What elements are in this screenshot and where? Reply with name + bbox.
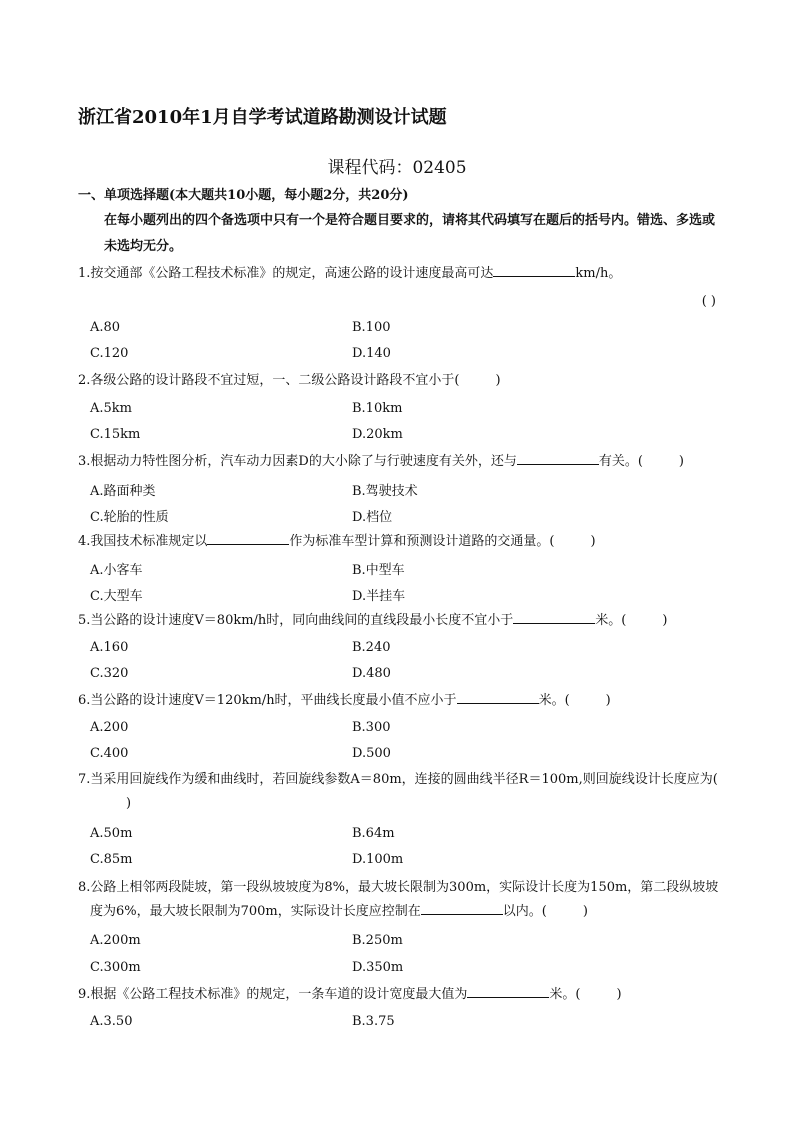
question-stem-end: ) [678, 454, 684, 469]
option-b: B.64m [352, 826, 395, 841]
question-stem-mid: 作为标准车型计算和预测设计道路的交通量。( [289, 534, 555, 549]
option-a: A.50m [90, 826, 133, 841]
option-b: B.10km [352, 401, 403, 416]
option-c: C.轮胎的性质 [90, 510, 169, 525]
option-a: A.200 [90, 720, 129, 735]
option-a: A.路面种类 [90, 484, 156, 499]
question-stem: 3.根据动力特性图分析，汽车动力因素D的大小除了与行驶速度有关外，还与 [78, 454, 517, 469]
answer-blank [517, 451, 599, 465]
question-1 [78, 262, 621, 286]
page-title: 浙江省2010年1月自学考试道路勘测设计试题 [78, 107, 447, 128]
option-d: D.140 [352, 346, 391, 361]
question-stem: 2.各级公路的设计路段不宜过短，一、二级公路设计路段不宜小于( [78, 373, 460, 388]
option-a: A.160 [90, 640, 129, 655]
question-stem: 7.当采用回旋线作为缓和曲线时，若回旋线参数A＝80m，连接的圆曲线半径R＝100m,则回旋线设计长度应为( [78, 772, 718, 787]
question-stem: 1.按交通部《公路工程技术标准》的规定，高速公路的设计速度最高可达 [78, 266, 494, 281]
answer-parentheses: ( ) [701, 294, 716, 309]
option-c: C.320 [90, 666, 129, 681]
question-5 [78, 609, 667, 633]
option-d: D.20km [352, 427, 403, 442]
option-d: D.半挂车 [352, 589, 406, 604]
option-a: A.80 [90, 320, 121, 335]
option-c: C.85m [90, 852, 133, 867]
question-9 [78, 983, 622, 1007]
question-7 [78, 768, 730, 816]
option-c: C.120 [90, 346, 129, 361]
answer-blank [467, 984, 549, 998]
question-stem-end: ) [495, 373, 501, 388]
option-a: A.小客车 [90, 563, 143, 578]
question-stem-mid: 有关。( [598, 454, 643, 469]
option-b: B.3.75 [352, 1014, 395, 1029]
question-stem-mid: 以内。( [502, 904, 547, 919]
question-stem-end: ) [605, 693, 611, 708]
question-2 [78, 369, 501, 393]
option-c: C.300m [90, 960, 141, 975]
option-d: D.500 [352, 746, 391, 761]
question-stem-mid: 米。( [549, 987, 581, 1002]
answer-blank [513, 610, 595, 624]
question-stem-end: km/h。 [575, 266, 622, 281]
option-d: D.100m [352, 852, 404, 867]
answer-blank [457, 690, 539, 704]
option-c: C.15km [90, 427, 141, 442]
question-stem: 8.公路上相邻两段陡坡，第一段纵坡坡度为8%，最大坡长限制为300m，实际设计长度为150m，第二段纵坡坡度为6%，最大坡长限制为700m，实际设计长度应控制在 [78, 880, 719, 919]
question-6 [78, 689, 611, 713]
question-stem-end: ) [590, 534, 596, 549]
question-stem-mid: 米。( [538, 693, 570, 708]
question-stem: 4.我国技术标准规定以 [78, 534, 208, 549]
question-8 [78, 876, 730, 924]
question-stem-end: ) [616, 987, 622, 1002]
option-b: B.中型车 [352, 563, 405, 578]
option-d: D.480 [352, 666, 391, 681]
question-stem-end: ) [582, 904, 588, 919]
question-3 [78, 450, 684, 474]
question-stem: 6.当公路的设计速度V＝120km/h时，平曲线长度最小值不应小于 [78, 693, 457, 708]
option-b: B.300 [352, 720, 391, 735]
question-stem-end: ) [126, 796, 132, 811]
answer-blank [421, 901, 503, 915]
answer-blank [493, 263, 575, 277]
section-instructions: 在每小题列出的四个备选项中只有一个是符合题目要求的，请将其代码填写在题后的括号内。错选、多选或未选均无分。 [104, 213, 716, 254]
question-stem-end: ) [662, 613, 668, 628]
option-a: A.3.50 [90, 1014, 133, 1029]
option-b: B.驾驶技术 [352, 484, 418, 499]
course-code: 课程代码：02405 [327, 158, 467, 178]
option-b: B.240 [352, 640, 391, 655]
question-stem-mid: 米。( [595, 613, 627, 628]
question-stem: 9.根据《公路工程技术标准》的规定，一条车道的设计宽度最大值为 [78, 987, 468, 1002]
option-b: B.250m [352, 933, 403, 948]
answer-blank [207, 531, 289, 545]
section-heading: 一、单项选择题(本大题共10小题，每小题2分，共20分) [78, 188, 409, 203]
option-c: C.大型车 [90, 589, 143, 604]
option-d: D.350m [352, 960, 404, 975]
question-stem: 5.当公路的设计速度V＝80km/h时，同向曲线间的直线段最小长度不宜小于 [78, 613, 514, 628]
question-4 [78, 530, 596, 554]
option-d: D.档位 [352, 510, 393, 525]
option-a: A.200m [90, 933, 141, 948]
option-b: B.100 [352, 320, 391, 335]
option-c: C.400 [90, 746, 129, 761]
option-a: A.5km [90, 401, 132, 416]
